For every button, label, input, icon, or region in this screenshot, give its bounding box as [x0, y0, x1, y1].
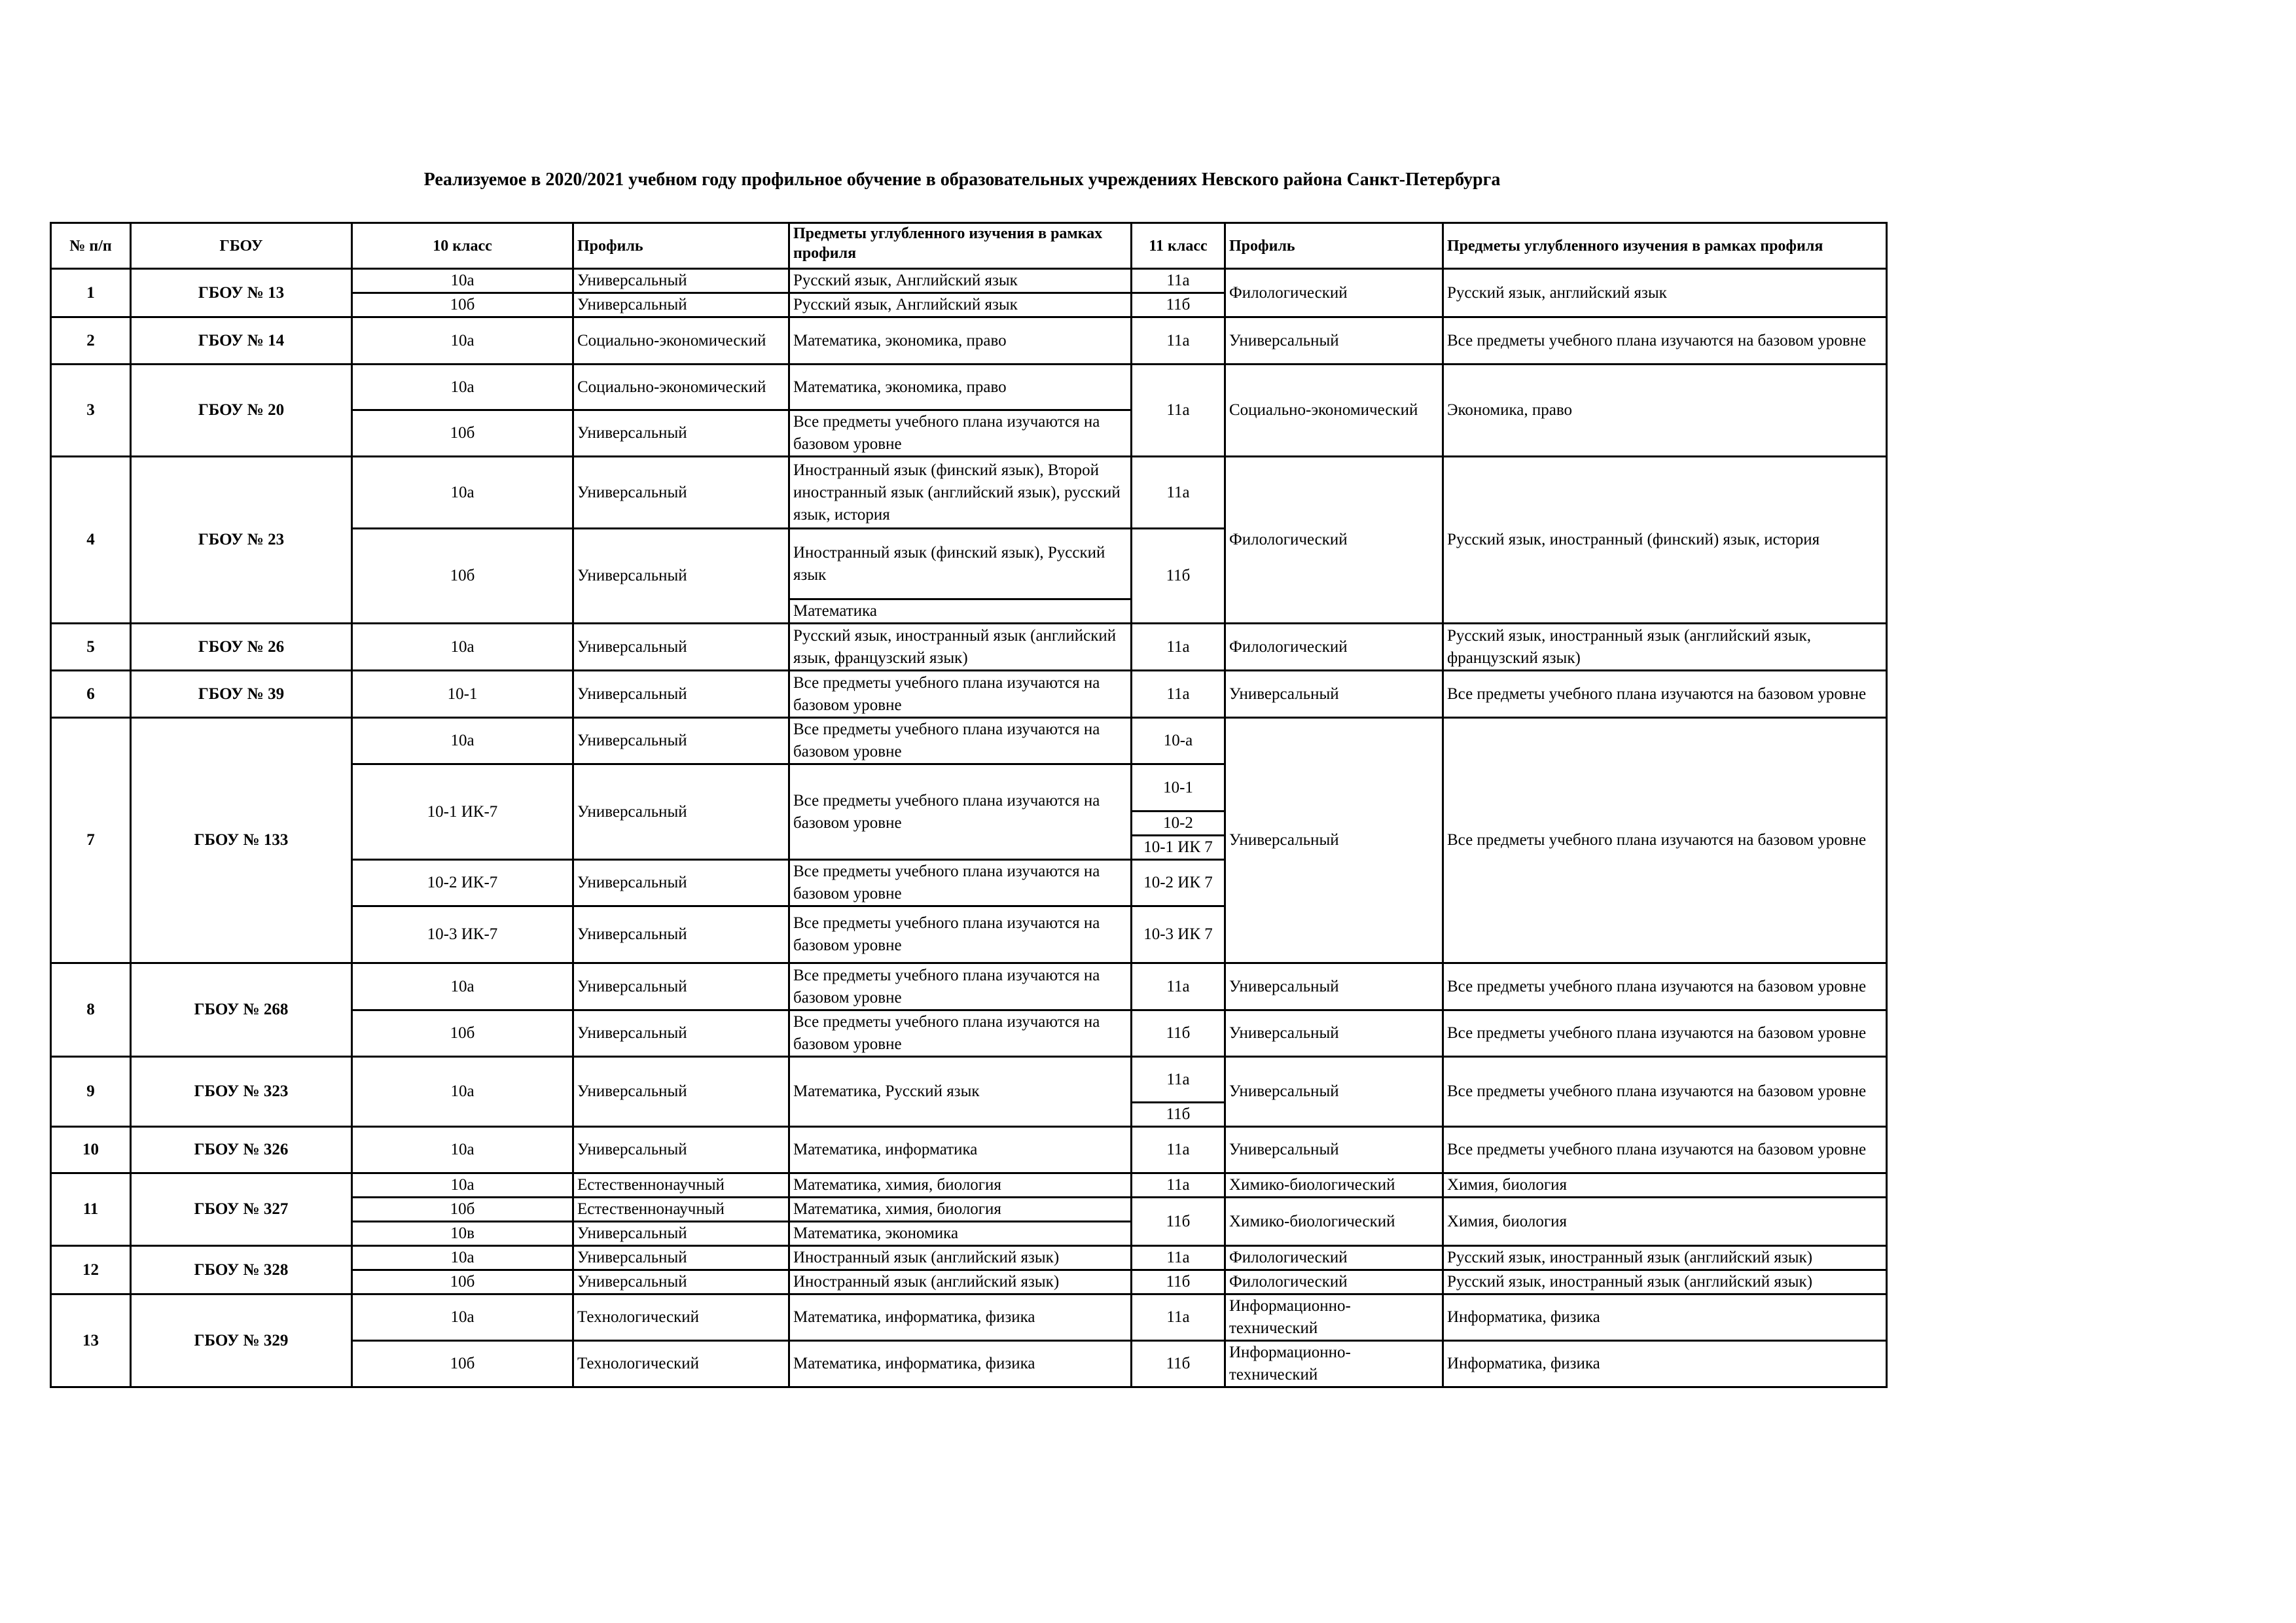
header-class10: 10 класс — [352, 223, 573, 269]
subjects11: Все предметы учебного плана изучаются на базовом уровне — [1443, 1010, 1887, 1057]
profile10: Универсальный — [573, 529, 789, 624]
profile11: Информационно-технический — [1225, 1341, 1443, 1387]
profile10: Технологический — [573, 1294, 789, 1341]
row-num: 3 — [51, 365, 131, 457]
profile10: Естественнонаучный — [573, 1198, 789, 1222]
subjects10: Все предметы учебного плана изучаются на базовом уровне — [789, 764, 1132, 860]
subjects10: Иностранный язык (английский язык) — [789, 1246, 1132, 1270]
table-row — [51, 1173, 1887, 1198]
subjects10: Иностранный язык (финский язык), Второй иностранный язык (английский язык), русский язык, история — [789, 457, 1132, 529]
table-row — [51, 1057, 1887, 1103]
profile11: Универсальный — [1225, 671, 1443, 718]
school-name: ГБОУ № 323 — [131, 1057, 352, 1127]
profile10: Естественнонаучный — [573, 1173, 789, 1198]
class10: 10-1 ИК-7 — [352, 764, 573, 860]
subjects11: Химия, биология — [1443, 1198, 1887, 1246]
subjects10: Все предметы учебного плана изучаются на базовом уровне — [789, 671, 1132, 718]
class11: 11а — [1132, 269, 1225, 293]
header-school: ГБОУ — [131, 223, 352, 269]
subjects11: Русский язык, иностранный язык (английский язык) — [1443, 1246, 1887, 1270]
subjects10: Все предметы учебного плана изучаются на базовом уровне — [789, 860, 1132, 906]
profile11: Универсальный — [1225, 1127, 1443, 1173]
profile11: Универсальный — [1225, 317, 1443, 365]
header-class11: 11 класс — [1132, 223, 1225, 269]
class10: 10а — [352, 1294, 573, 1341]
profile10: Технологический — [573, 1341, 789, 1387]
header-subjects10: Предметы углубленного изучения в рамках профиля — [789, 223, 1132, 269]
class10: 10а — [352, 1246, 573, 1270]
class11: 10-1 ИК 7 — [1132, 836, 1225, 860]
class10: 10б — [352, 1198, 573, 1222]
class11: 11б — [1132, 1341, 1225, 1387]
row-num: 13 — [51, 1294, 131, 1387]
subjects11: Все предметы учебного плана изучаются на базовом уровне — [1443, 1127, 1887, 1173]
class10: 10а — [352, 457, 573, 529]
subjects10: Математика, Русский язык — [789, 1057, 1132, 1127]
profile10: Универсальный — [573, 764, 789, 860]
subjects10: Все предметы учебного плана изучаются на базовом уровне — [789, 1010, 1132, 1057]
class10: 10б — [352, 293, 573, 317]
table-row — [51, 317, 1887, 365]
subjects10: Русский язык, Английский язык — [789, 293, 1132, 317]
class11: 10-2 ИК 7 — [1132, 860, 1225, 906]
subjects11: Все предметы учебного плана изучаются на базовом уровне — [1443, 671, 1887, 718]
class11: 11а — [1132, 317, 1225, 365]
profile10: Универсальный — [573, 1222, 789, 1246]
subjects11: Все предметы учебного плана изучаются на базовом уровне — [1443, 1057, 1887, 1127]
subjects10: Все предметы учебного плана изучаются на базовом уровне — [789, 718, 1132, 764]
class11: 11а — [1132, 1057, 1225, 1103]
row-num: 2 — [51, 317, 131, 365]
subjects11: Все предметы учебного плана изучаются на базовом уровне — [1443, 317, 1887, 365]
row-num: 10 — [51, 1127, 131, 1173]
school-name: ГБОУ № 328 — [131, 1246, 352, 1294]
profile10: Универсальный — [573, 624, 789, 671]
subjects10: Математика, информатика, физика — [789, 1341, 1132, 1387]
profile11: Филологический — [1225, 269, 1443, 317]
table-row — [51, 269, 1887, 293]
profile11: Филологический — [1225, 457, 1443, 624]
subjects10: Все предметы учебного плана изучаются на базовом уровне — [789, 963, 1132, 1010]
class10: 10а — [352, 1127, 573, 1173]
school-name: ГБОУ № 268 — [131, 963, 352, 1057]
class11: 11б — [1132, 293, 1225, 317]
class11: 11б — [1132, 1198, 1225, 1246]
subjects11: Все предметы учебного плана изучаются на базовом уровне — [1443, 963, 1887, 1010]
class10: 10б — [352, 1341, 573, 1387]
profile10: Социально-экономический — [573, 317, 789, 365]
subjects11: Экономика, право — [1443, 365, 1887, 457]
class11: 11а — [1132, 365, 1225, 457]
table-row — [51, 963, 1887, 1010]
class11: 11а — [1132, 671, 1225, 718]
table-row — [51, 457, 1887, 529]
profile10: Универсальный — [573, 718, 789, 764]
header-profile10: Профиль — [573, 223, 789, 269]
subjects11: Химия, биология — [1443, 1173, 1887, 1198]
class11: 11а — [1132, 457, 1225, 529]
class10: 10а — [352, 365, 573, 410]
profile-education-table — [50, 222, 1888, 1388]
row-num: 11 — [51, 1173, 131, 1246]
subjects10: Математика, информатика, физика — [789, 1294, 1132, 1341]
class11: 11а — [1132, 1127, 1225, 1173]
profile10: Универсальный — [573, 293, 789, 317]
subjects10: Математика, информатика — [789, 1127, 1132, 1173]
class10: 10а — [352, 718, 573, 764]
table-row — [51, 1127, 1887, 1173]
profile10: Универсальный — [573, 906, 789, 963]
subjects10: Математика — [789, 599, 1132, 624]
class11: 10-1 — [1132, 764, 1225, 812]
row-num: 7 — [51, 718, 131, 963]
row-num: 8 — [51, 963, 131, 1057]
school-name: ГБОУ № 326 — [131, 1127, 352, 1173]
header-num: № п/п — [51, 223, 131, 269]
subjects10: Русский язык, иностранный язык (английский язык, французский язык) — [789, 624, 1132, 671]
subjects11: Русский язык, английский язык — [1443, 269, 1887, 317]
class11: 10-3 ИК 7 — [1132, 906, 1225, 963]
class11: 11а — [1132, 1246, 1225, 1270]
class10: 10б — [352, 1010, 573, 1057]
profile10: Универсальный — [573, 1246, 789, 1270]
profile11: Химико-биологический — [1225, 1173, 1443, 1198]
table-row — [51, 365, 1887, 410]
profile10: Универсальный — [573, 671, 789, 718]
profile10: Универсальный — [573, 1010, 789, 1057]
profile10: Универсальный — [573, 457, 789, 529]
document-title: Реализуемое в 2020/2021 учебном году профильное обучение в образовательных учреждениях Невского района Санкт-Петербурга — [423, 169, 1501, 190]
profile11: Филологический — [1225, 624, 1443, 671]
row-num: 6 — [51, 671, 131, 718]
class11: 11б — [1132, 1010, 1225, 1057]
profile11: Универсальный — [1225, 963, 1443, 1010]
class10: 10а — [352, 963, 573, 1010]
class11: 11а — [1132, 1294, 1225, 1341]
subjects10: Математика, экономика, право — [789, 365, 1132, 410]
school-name: ГБОУ № 329 — [131, 1294, 352, 1387]
class11: 11а — [1132, 624, 1225, 671]
class10: 10б — [352, 529, 573, 624]
class11: 11а — [1132, 1173, 1225, 1198]
class10: 10а — [352, 317, 573, 365]
row-num: 1 — [51, 269, 131, 317]
school-name: ГБОУ № 26 — [131, 624, 352, 671]
class10: 10а — [352, 1057, 573, 1127]
row-num: 4 — [51, 457, 131, 624]
class10: 10а — [352, 269, 573, 293]
class10: 10а — [352, 624, 573, 671]
profile10: Универсальный — [573, 860, 789, 906]
class10: 10б — [352, 1270, 573, 1294]
table-header-row — [51, 223, 1887, 269]
class11: 11б — [1132, 1103, 1225, 1127]
header-subjects11: Предметы углубленного изучения в рамках профиля — [1443, 223, 1887, 269]
profile10: Универсальный — [573, 269, 789, 293]
profile11: Филологический — [1225, 1270, 1443, 1294]
profile11: Филологический — [1225, 1246, 1443, 1270]
school-name: ГБОУ № 327 — [131, 1173, 352, 1246]
profile10: Универсальный — [573, 963, 789, 1010]
subjects10: Все предметы учебного плана изучаются на базовом уровне — [789, 906, 1132, 963]
class11: 10-2 — [1132, 812, 1225, 836]
school-name: ГБОУ № 133 — [131, 718, 352, 963]
class10: 10а — [352, 1173, 573, 1198]
subjects10: Математика, экономика, право — [789, 317, 1132, 365]
row-num: 9 — [51, 1057, 131, 1127]
subjects10: Математика, химия, биология — [789, 1198, 1132, 1222]
subjects10: Иностранный язык (финский язык), Русский язык — [789, 529, 1132, 599]
school-name: ГБОУ № 14 — [131, 317, 352, 365]
table-row — [51, 671, 1887, 718]
row-num: 12 — [51, 1246, 131, 1294]
profile11: Универсальный — [1225, 1057, 1443, 1127]
class10: 10-3 ИК-7 — [352, 906, 573, 963]
profile11: Социально-экономический — [1225, 365, 1443, 457]
header-profile11: Профиль — [1225, 223, 1443, 269]
row-num: 5 — [51, 624, 131, 671]
table-row — [51, 624, 1887, 671]
school-name: ГБОУ № 20 — [131, 365, 352, 457]
profile11: Химико-биологический — [1225, 1198, 1443, 1246]
subjects11: Все предметы учебного плана изучаются на базовом уровне — [1443, 718, 1887, 963]
subjects11: Информатика, физика — [1443, 1341, 1887, 1387]
subjects11: Информатика, физика — [1443, 1294, 1887, 1341]
school-name: ГБОУ № 23 — [131, 457, 352, 624]
class11: 11б — [1132, 529, 1225, 624]
table-row — [51, 718, 1887, 764]
table-row — [51, 1294, 1887, 1341]
class11: 10-а — [1132, 718, 1225, 764]
subjects10: Все предметы учебного плана изучаются на базовом уровне — [789, 410, 1132, 457]
profile10: Универсальный — [573, 410, 789, 457]
profile11: Информационно-технический — [1225, 1294, 1443, 1341]
table-row — [51, 1246, 1887, 1270]
subjects11: Русский язык, иностранный язык (английский язык, французский язык) — [1443, 624, 1887, 671]
class10: 10-1 — [352, 671, 573, 718]
class10: 10б — [352, 410, 573, 457]
profile10: Универсальный — [573, 1127, 789, 1173]
profile10: Универсальный — [573, 1270, 789, 1294]
profile11: Универсальный — [1225, 1010, 1443, 1057]
class11: 11б — [1132, 1270, 1225, 1294]
subjects10: Русский язык, Английский язык — [789, 269, 1132, 293]
subjects10: Математика, экономика — [789, 1222, 1132, 1246]
class11: 11а — [1132, 963, 1225, 1010]
subjects10: Иностранный язык (английский язык) — [789, 1270, 1132, 1294]
class10: 10-2 ИК-7 — [352, 860, 573, 906]
school-name: ГБОУ № 39 — [131, 671, 352, 718]
subjects10: Математика, химия, биология — [789, 1173, 1132, 1198]
subjects11: Русский язык, иностранный (финский) язык, история — [1443, 457, 1887, 624]
class10: 10в — [352, 1222, 573, 1246]
profile10: Универсальный — [573, 1057, 789, 1127]
school-name: ГБОУ № 13 — [131, 269, 352, 317]
subjects11: Русский язык, иностранный язык (английский язык) — [1443, 1270, 1887, 1294]
profile10: Социально-экономический — [573, 365, 789, 410]
profile11: Универсальный — [1225, 718, 1443, 963]
